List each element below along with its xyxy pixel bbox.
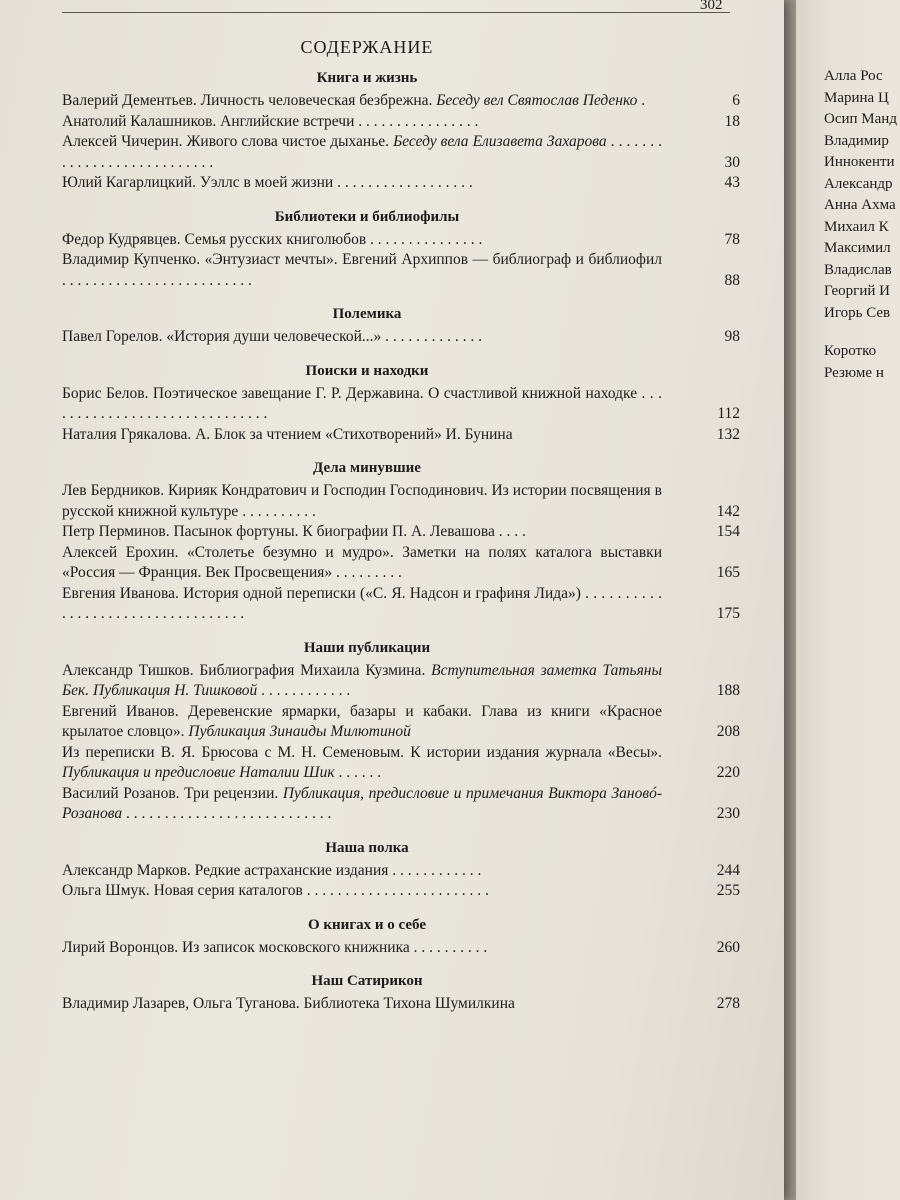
toc-entry [62, 481, 740, 522]
entry-leader-dots: . . . . . . . . . . . . . . . . . . . . . . . . . [62, 271, 252, 289]
entry-credit: Публикация, предисловие и примечания Виктора Зановó-Розанова [62, 784, 662, 822]
entry-page-number: 230 [716, 805, 740, 822]
adjacent-page-list [796, 66, 897, 384]
adjacent-page-line: Осип Манд [824, 111, 897, 127]
entry-leader-dots: . . . . . . . . . . . . . . . [366, 230, 483, 248]
entry-leader-dots: . [637, 92, 646, 109]
entry-page-number: 18 [724, 112, 740, 130]
entry-page-number: 6 [732, 92, 740, 109]
toc-entry [62, 112, 740, 133]
entry-page-number: 244 [716, 861, 740, 879]
entry-text [62, 132, 662, 173]
toc-entry [62, 522, 740, 543]
toc-entry [62, 173, 740, 194]
entry-page-number: 154 [716, 523, 740, 540]
entry-text [62, 784, 662, 825]
page-number: 302 [700, 0, 723, 13]
entry-author-title: Лев Бердников. Кирияк Кондратович и Господин Господинович. Из истории посвящения в русской книжной культуре [62, 482, 662, 520]
adjacent-page-gap [796, 324, 897, 341]
toc-section [62, 973, 740, 1015]
toc-section [62, 306, 740, 348]
toc-section [62, 70, 740, 194]
entry-author-title: Владимир Купченко. «Энтузиаст мечты». Евгений Архиппов — библиограф и библиофил [62, 251, 662, 268]
page-title: СОДЕРЖАНИЕ [300, 37, 434, 57]
entry-page-number: 88 [724, 271, 740, 289]
entry-page-number: 260 [716, 938, 740, 956]
entry-text [62, 384, 662, 425]
entry-leader-dots: . . . . . . . . . . [238, 502, 316, 520]
adjacent-page-line: Михаил К [824, 218, 889, 235]
entry-page-number: 78 [724, 230, 740, 248]
entry-leader-dots: . . . . . . [334, 764, 382, 781]
toc-entry [62, 384, 740, 425]
entry-credit: Беседу вела Елизавета Захарова [393, 133, 607, 150]
toc-section [62, 840, 740, 902]
entry-page-number: 142 [716, 502, 740, 520]
section-heading: Дела минувшие [313, 460, 421, 476]
entry-credit: Публикация и предисловие Наталии Шик [62, 764, 335, 781]
section-heading: О книгах и о себе [307, 916, 426, 933]
entry-author-title: Анатолий Калашников. Английские встречи [62, 112, 355, 130]
toc-entry [62, 994, 740, 1015]
entry-text [62, 881, 662, 902]
toc-entry [62, 584, 740, 625]
entry-text [62, 112, 662, 133]
adjacent-page-line: Георгий И [824, 283, 890, 299]
section-heading: Поиски и находки [305, 362, 429, 379]
entry-leader-dots: . . . . . . . . . [332, 564, 402, 581]
entry-text [62, 425, 662, 446]
section-heading: Полемика [332, 306, 402, 322]
section-heading: Наши публикации [303, 639, 431, 656]
section-heading: Наша полка [325, 839, 409, 856]
toc-entry [62, 938, 740, 959]
table-of-contents [62, 70, 740, 1030]
adjacent-page-line: Иннокенти [824, 154, 895, 170]
adjacent-page-line: Алла Рос [824, 68, 883, 84]
entry-author-title: Наталия Грякалова. А. Блок за чтением «Стихотворений» И. Бунина [62, 425, 513, 443]
entry-author-title: Алексей Ерохин. «Столетье безумно и мудро». Заметки на полях каталога выставки «Россия — Франция. Век Просвещения» [62, 543, 662, 581]
adjacent-page [796, 0, 900, 1200]
entry-author-title: Лирий Воронцов. Из записок московского книжника [62, 938, 410, 956]
entry-leader-dots: . . . . . . . . . . . . . . . . [354, 112, 479, 130]
entry-text [62, 861, 662, 882]
entry-page-number: 112 [717, 405, 740, 422]
header-rule [62, 12, 730, 13]
entry-text [62, 938, 662, 959]
entry-page-number: 165 [716, 564, 740, 581]
toc-section [62, 363, 740, 446]
entry-text [62, 543, 662, 584]
adjacent-page-line: Резюме н [824, 364, 884, 381]
adjacent-page-line: Владимир [824, 132, 889, 149]
entry-text [62, 661, 662, 702]
entry-credit: Публикация Зинаиды Милютиной [188, 723, 411, 740]
adjacent-page-line: Максимил [824, 240, 891, 256]
entry-credit: Беседу вел Святослав Педенко [436, 92, 638, 109]
toc-entry [62, 743, 740, 784]
toc-entry [62, 784, 740, 825]
toc-entry [62, 230, 740, 251]
entry-text [62, 702, 662, 743]
adjacent-page-line: Александр [824, 175, 893, 192]
entry-text [62, 250, 662, 291]
entry-text [62, 327, 662, 348]
entry-author-title: Павел Горелов. «История души человеческой...» [62, 328, 382, 345]
toc-section [62, 209, 740, 292]
adjacent-page-line: Игорь Сев [824, 304, 891, 321]
entry-author-title: Юлий Кагарлицкий. Уэллс в моей жизни [62, 174, 334, 191]
entry-text [62, 230, 662, 251]
entry-text [62, 743, 662, 784]
entry-author-title: Из переписки В. Я. Брюсова с М. Н. Семеновым. К истории издания журнала «Весы». [62, 743, 662, 761]
entry-author-title: Борис Белов. Поэтическое завещание Г. Р. Державина. О счастливой книжной находке [62, 384, 638, 402]
entry-author-title: Евгения Иванова. История одной переписки («С. Я. Надсон и графиня Лида») [62, 584, 581, 602]
entry-leader-dots: . . . . . . . . . . [409, 938, 488, 956]
toc-entry [62, 327, 740, 348]
entry-page-number: 98 [724, 328, 740, 345]
entry-leader-dots: . . . . . . . . . . . . . . . . . . . . . . . . . . . . . . . . . . [62, 584, 663, 622]
adjacent-page-line: Владислав [824, 261, 892, 278]
toc-entry [62, 250, 740, 291]
entry-leader-dots: . . . . [494, 523, 526, 540]
entry-page-number: 132 [716, 425, 740, 443]
toc-section [62, 640, 740, 825]
entry-leader-dots: . . . . . . . . . . . . . . . . . . . . . . . . . . . [62, 133, 662, 171]
entry-page-number: 208 [716, 723, 740, 740]
entry-page-number: 30 [724, 153, 740, 171]
entry-leader-dots: . . . . . . . . . . . . . . . . . . . . . . . . . . . . . . [62, 384, 662, 422]
entry-text [62, 994, 662, 1015]
entry-author-title: Александр Марков. Редкие астраханские издания [62, 861, 389, 879]
entry-page-number: 220 [716, 764, 740, 781]
toc-entry [62, 543, 740, 584]
entry-page-number: 175 [716, 605, 740, 622]
toc-section [62, 917, 740, 959]
entry-page-number: 188 [716, 682, 740, 699]
entry-author-title: Федор Кудрявцев. Семья русских книголюбов [62, 230, 367, 248]
toc-section [62, 460, 740, 625]
toc-entry [62, 661, 740, 702]
entry-page-number: 255 [716, 882, 740, 899]
adjacent-page-line: Анна Ахма [824, 197, 896, 213]
toc-entry [62, 132, 740, 173]
toc-entry [62, 881, 740, 902]
entry-author-title: Валерий Дементьев. Личность человеческая безбрежна. [62, 92, 437, 109]
entry-leader-dots: . . . . . . . . . . . . . . . . . . [333, 174, 473, 191]
adjacent-page-line: Марина Ц [824, 89, 889, 106]
entry-author-title: Ольга Шмук. Новая серия каталогов [62, 882, 303, 899]
entry-author-title: Александр Тишков. Библиография Михаила Кузмина. [62, 661, 432, 679]
section-heading: Библиотеки и библиофилы [274, 208, 460, 225]
entry-page-number: 43 [724, 174, 740, 191]
entry-page-number: 278 [716, 995, 740, 1012]
toc-entry [62, 861, 740, 882]
toc-entry [62, 702, 740, 743]
adjacent-page-line: Коротко [824, 343, 877, 359]
entry-author-title: Василий Розанов. Три рецензии. [62, 784, 283, 802]
entry-text [62, 173, 662, 194]
entry-author-title: Владимир Лазарев, Ольга Туганова. Библиотека Тихона Шумилкина [62, 995, 515, 1012]
section-heading: Книга и жизнь [316, 70, 418, 86]
entry-author-title: Евгений Иванов. Деревенские ярмарки, базары и кабаки. Глава из книги «Красное крылатое словцо». [62, 702, 662, 740]
entry-credit: Вступительная заметка Татьяны Бек. Публикация Н. Тишковой [62, 661, 662, 699]
section-heading: Наш Сатирикон [311, 973, 423, 989]
entry-author-title: Петр Перминов. Пасынок фортуны. К биографии П. А. Левашова [62, 523, 495, 540]
entry-leader-dots: . . . . . . . . . . . . [388, 861, 482, 879]
entry-leader-dots: . . . . . . . . . . . . . . . . . . . . . . . . [302, 882, 489, 899]
entry-leader-dots: . . . . . . . . . . . . . . . . . . . . . . . . . . . [122, 805, 332, 822]
entry-text [62, 91, 662, 112]
entry-leader-dots: . . . . . . . . . . . . . [381, 328, 482, 345]
toc-entry [62, 425, 740, 446]
toc-entry [62, 91, 740, 112]
entry-text [62, 522, 662, 543]
entry-author-title: Алексей Чичерин. Живого слова чистое дыханье. [62, 133, 394, 150]
entry-text [62, 481, 662, 522]
entry-text [62, 584, 662, 625]
entry-leader-dots: . . . . . . . . . . . . [257, 682, 351, 699]
